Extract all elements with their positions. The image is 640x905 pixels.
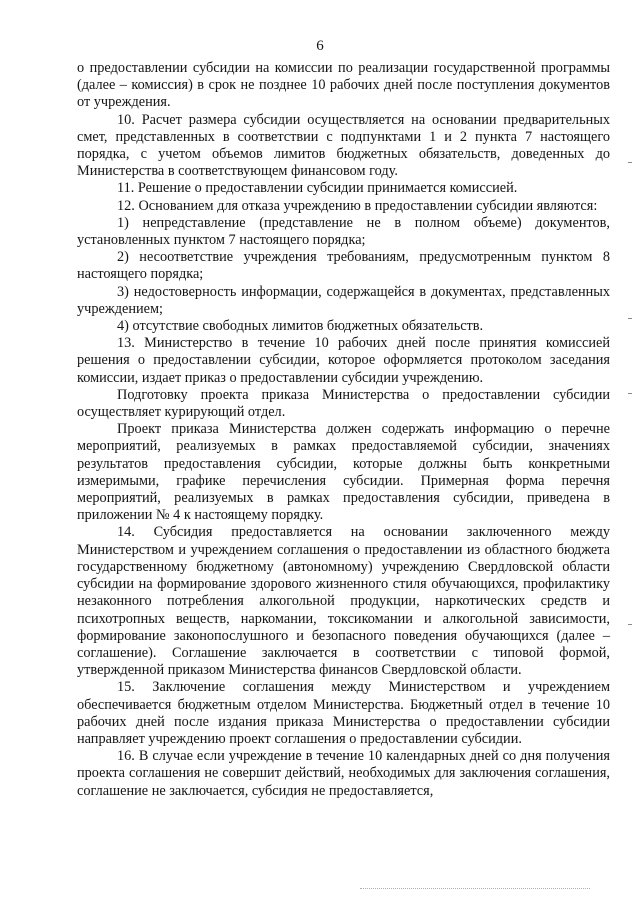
subitem-12-3: 3) недостоверность информации, содержащейся в документах, представленных учреждением; [77, 283, 610, 317]
scan-artifact [628, 624, 632, 625]
subitem-12-4: 4) отсутствие свободных лимитов бюджетных обязательств. [117, 318, 484, 335]
paragraph-item-11: 11. Решение о предоставлении субсидии принимается комиссией. [117, 180, 518, 197]
document-body [77, 60, 610, 800]
paragraph-item-14: 14. Субсидия предоставляется на основании заключенного между Министерством и учреждением соглашения о предоставлении из областного бюджета государственному бюджетному (автономному) учреждению Свердловской области субсидии на формирование здорового жизненного стиля обучающихся, профилактику незаконного потребления алкогольной продукции, наркотических средств и психотропных веществ, наркомании, токсикомании и алкогольной зависимости, формирование законопослушного и безопасного поведения обучающихся (далее – соглашение). Соглашение заключается в соответствии с типовой формой, утвержденной приказом Министерства финансов Свердловской области. [77, 524, 610, 679]
paragraph-item-13: 13. Министерство в течение 10 рабочих дней после принятия комиссией решения о предоставлении субсидии, которое оформляется протоколом заседания комиссии, издает приказ о предоставлении субсидии учреждению. [77, 335, 610, 386]
subitem-12-1: 1) непредставление (представление не в полном объеме) документов, установленных пунктом 7 настоящего порядка; [77, 214, 610, 249]
subitem-12-2: 2) несоответствие учреждения требованиям, предусмотренным пунктом 8 настоящего порядка; [77, 249, 610, 283]
scan-artifact [628, 393, 632, 394]
paragraph-continuation: о предоставлении субсидии на комиссии по реализации государственной программы (далее – комиссия) в срок не позднее 10 рабочих дней после поступления документов от учреждения. [77, 60, 610, 111]
page-number: 6 [316, 38, 324, 54]
paragraph-item-16: 16. В случае если учреждение в течение 10 календарных дней со дня получения проекта соглашения не совершит действий, необходимых для заключения соглашения, соглашение не заключается, субсидия не предоставляется, [77, 748, 610, 799]
footer-rule [360, 888, 590, 889]
paragraph-item-15: 15. Заключение соглашения между Министерством и учреждением обеспечивается бюджетным отделом Министерства. Бюджетный отдел в течение 10 рабочих дней после издания приказа Министерства о предоставлении субсидии направляет учреждению проект соглашения о предоставлении субсидии. [77, 679, 610, 747]
paragraph-order-content: Проект приказа Министерства должен содержать информацию о перечне мероприятий, реализуемых в рамках предоставляемой субсидии, значениях результатов предоставления субсидии, которые должны быть конкретными измеримыми, графике перечисления субсидии. Примерная форма перечня мероприятий, реализуемых в рамках предоставления субсидии, приведена в приложении № 4 к настоящему порядку. [77, 421, 610, 524]
paragraph-item-10: 10. Расчет размера субсидии осуществляется на основании предварительных смет, представленных в соответствии с подпунктами 1 и 2 пункта 7 настоящего порядка, с учетом объемов лимитов бюджетных обязательств, доведенных до Министерства в соответствующем финансовом году. [77, 111, 610, 180]
paragraph-item-12: 12. Основанием для отказа учреждению в предоставлении субсидии являются: [117, 197, 598, 214]
scan-artifact [628, 162, 632, 163]
scan-artifact [628, 318, 632, 319]
paragraph-order-preparation: Подготовку проекта приказа Министерства о предоставлении субсидии осуществляет курирующий отдел. [77, 386, 610, 421]
